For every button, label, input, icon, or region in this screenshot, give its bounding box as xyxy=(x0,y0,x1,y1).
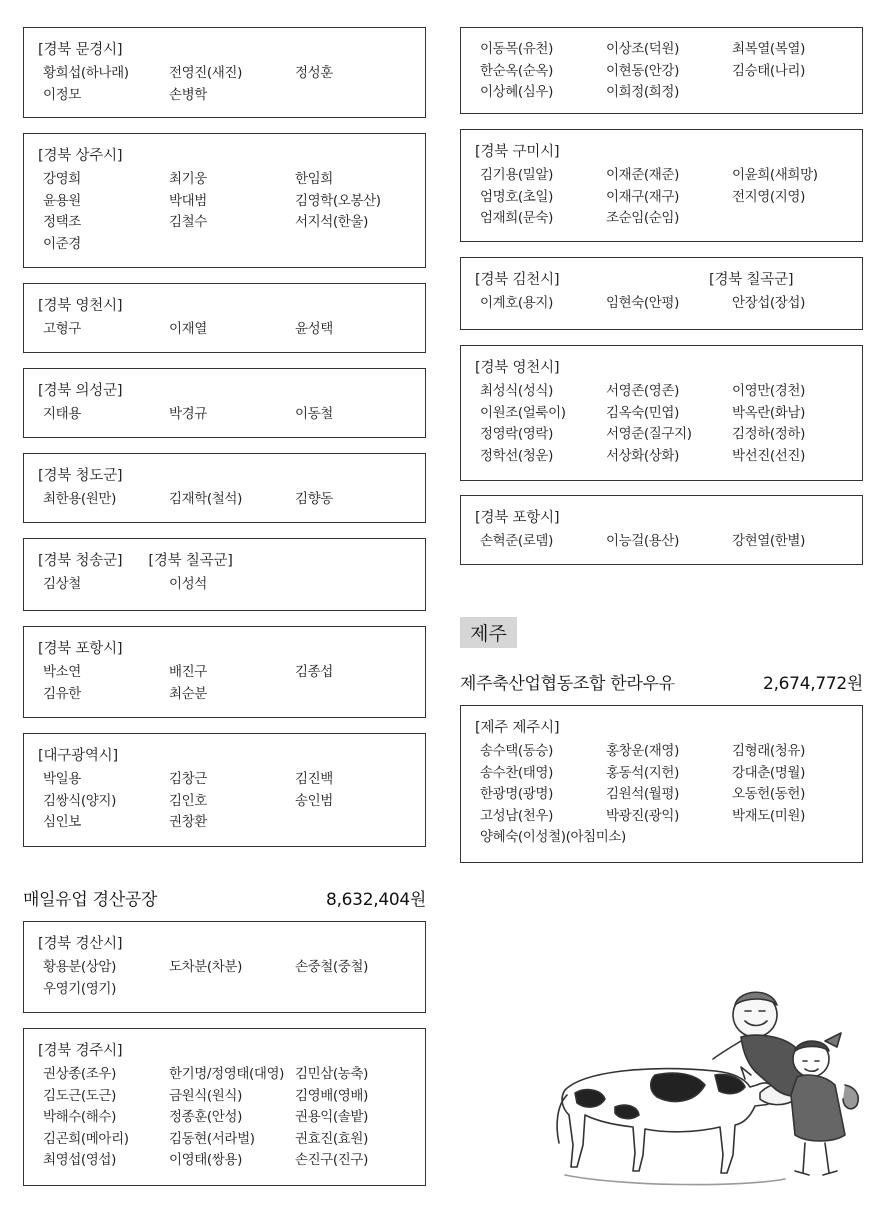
donor-person-name: 정성훈 xyxy=(295,65,333,81)
donor-person-name: 박대범 xyxy=(169,192,207,209)
donor-person-name: 전영진(새진) xyxy=(169,65,242,81)
donor-person-name: 우영기(영기) xyxy=(43,980,116,997)
region-label: [경북 문경시] xyxy=(38,42,123,58)
donor-person-name: 임현숙(안평) xyxy=(606,295,679,311)
donor-person-name: 최기웅 xyxy=(169,171,207,187)
region-box-daegu xyxy=(23,733,426,847)
donor-person-name: 황희섭(하나래) xyxy=(43,65,129,81)
donor-person-name: 최순분 xyxy=(169,685,207,702)
region-title-row xyxy=(38,294,411,316)
donor-person-name: 김곤희(메아리) xyxy=(43,1130,129,1147)
name-list xyxy=(480,381,848,467)
name-list xyxy=(43,662,411,705)
region-title-row xyxy=(475,506,848,528)
donor-header-jeju xyxy=(460,668,863,694)
donor-person-name: 김영배(영배) xyxy=(295,1087,368,1104)
donor-person-name: 박선진(선진) xyxy=(732,447,805,464)
donor-person-name: 황용분(상암) xyxy=(43,959,116,975)
donor-person-name: 김동현(서라벌) xyxy=(169,1130,255,1147)
section-badge-jeju: 제주 xyxy=(460,617,517,648)
donor-person-name: 김창근 xyxy=(169,771,207,787)
donor-person-name: 서영존(영존) xyxy=(606,383,679,399)
donor-person-name: 권효진(효원) xyxy=(295,1130,368,1147)
donor-person-name: 최복열(복열) xyxy=(732,41,805,57)
region-box-uiseong xyxy=(23,368,426,438)
region-label: [경북 의성군] xyxy=(38,383,123,399)
donor-person-name: 김영학(오봉산) xyxy=(295,192,381,209)
donor-person-name: 도차분(차분) xyxy=(169,959,242,975)
region-title-row xyxy=(38,144,411,166)
region-box-pohang xyxy=(23,626,426,718)
name-list xyxy=(480,741,848,849)
donor-person-name: 김상철 xyxy=(43,576,81,592)
region-box-jeju xyxy=(460,705,863,863)
region-box-yeongcheon-right xyxy=(460,345,863,481)
donor-person-name: 강영희 xyxy=(43,171,81,187)
donor-name: 제주축산업협동조합 한라우유 xyxy=(460,673,675,694)
region-title-row xyxy=(38,379,411,401)
name-list xyxy=(480,531,848,553)
region-title-row xyxy=(475,356,848,378)
donor-person-name: 김철수 xyxy=(169,214,207,231)
region-label: [경북 포항시] xyxy=(475,510,560,526)
region-box-gimcheon-chilgok xyxy=(460,257,863,330)
donor-person-name: 송수택(동승) xyxy=(480,743,553,759)
region-title-row xyxy=(38,38,411,60)
donor-person-name: 정영락(영락) xyxy=(480,426,553,443)
donor-person-name: 심인보 xyxy=(43,814,81,831)
donor-person-name: 금원식(원식) xyxy=(169,1087,242,1104)
region-box-gumi xyxy=(460,129,863,242)
region-box-gyeongju xyxy=(23,1028,426,1186)
region-title-row xyxy=(475,140,848,162)
donor-person-name: 김재학(철석) xyxy=(169,491,242,507)
donor-person-name: 오동헌(동헌) xyxy=(732,786,805,803)
donor-person-name: 서지석(한울) xyxy=(295,214,368,231)
donor-person-name: 조순임(순임) xyxy=(606,210,679,227)
donor-person-name: 이영만(경천) xyxy=(732,383,805,399)
name-list xyxy=(43,957,411,1000)
region-label: [제주 제주시] xyxy=(475,720,560,736)
donor-person-name: 홍동석(지헌) xyxy=(606,764,679,781)
donor-person-name: 김원석(월평) xyxy=(606,786,679,803)
donor-person-name: 송수찬(태영) xyxy=(480,764,553,781)
name-list xyxy=(480,293,848,315)
donor-person-name: 한기명/정영태(대영) xyxy=(169,1066,285,1082)
donor-person-name: 박일용 xyxy=(43,771,81,787)
donor-person-name: 김기용(밀알) xyxy=(480,167,553,183)
region-label: [경북 청도군] xyxy=(38,468,123,484)
calf-feeding-illustration xyxy=(545,975,880,1190)
name-list xyxy=(43,1064,411,1172)
name-list xyxy=(43,169,411,255)
donor-person-name: 박소연 xyxy=(43,664,81,680)
donor-person-name: 정종훈(안성) xyxy=(169,1109,242,1126)
region-title-row xyxy=(475,268,848,290)
donor-person-name: 고형구 xyxy=(43,321,81,337)
donor-person-name: 정학선(청운) xyxy=(480,447,553,464)
region-label: [경북 구미시] xyxy=(475,144,560,160)
donor-person-name: 양혜숙(이성철)(아침미소) xyxy=(480,829,626,846)
donor-person-name: 정택조 xyxy=(43,214,81,231)
name-list xyxy=(43,404,411,426)
donor-person-name: 송인범 xyxy=(295,792,333,809)
donor-person-name: 이능걸(용산) xyxy=(606,533,679,549)
donor-person-name: 박해수(해수) xyxy=(43,1109,116,1126)
donor-person-name: 한광명(광명) xyxy=(480,786,553,803)
region-label: [경북 김천시] xyxy=(475,272,560,288)
donor-person-name: 김유한 xyxy=(43,685,81,702)
donor-person-name: 김도근(도근) xyxy=(43,1087,116,1104)
region-label: [경북 칠곡군] xyxy=(148,553,233,569)
donor-person-name: 손병학 xyxy=(169,86,207,103)
region-title-row xyxy=(38,637,411,659)
region-title-row xyxy=(475,716,848,738)
donor-person-name: 박광진(광익) xyxy=(606,807,679,824)
donor-person-name: 손진구(진구) xyxy=(295,1152,368,1169)
donor-person-name: 김승태(나리) xyxy=(732,62,805,79)
donor-person-name: 지태용 xyxy=(43,406,81,422)
name-list xyxy=(480,39,848,104)
donor-person-name: 손혁준(로뎀) xyxy=(480,533,553,549)
donor-person-name: 권용익(솔밭) xyxy=(295,1109,368,1126)
region-label: [경북 상주시] xyxy=(38,148,123,164)
region-box-cheongdo xyxy=(23,453,426,523)
donor-person-name: 홍창운(재영) xyxy=(606,743,679,759)
donor-person-name: 윤용원 xyxy=(43,192,81,209)
donor-person-name: 김인호 xyxy=(169,792,207,809)
region-title-row xyxy=(38,744,411,766)
name-list xyxy=(43,489,411,511)
donor-person-name: 윤성택 xyxy=(295,321,333,337)
donor-amount: 2,674,772원 xyxy=(763,673,863,694)
region-box-mungyeong xyxy=(23,27,426,118)
donor-person-name: 손중철(중철) xyxy=(295,959,368,975)
region-label: [대구광역시] xyxy=(38,748,118,764)
donor-person-name: 이준경 xyxy=(43,235,81,252)
donor-person-name: 서상화(상화) xyxy=(606,447,679,464)
name-list xyxy=(43,769,411,834)
donor-person-name: 김형래(청유) xyxy=(732,743,805,759)
donor-person-name: 안장섭(장섭) xyxy=(732,295,805,311)
region-box-continued xyxy=(460,27,863,114)
donor-person-name: 한순옥(순옥) xyxy=(480,62,553,79)
donor-person-name: 최성식(성식) xyxy=(480,383,553,399)
donor-person-name: 이상조(덕원) xyxy=(606,41,679,57)
donor-person-name: 김정하(정하) xyxy=(732,426,805,443)
donor-person-name: 김진백 xyxy=(295,771,333,787)
region-box-pohang-right xyxy=(460,495,863,565)
donor-person-name: 서영준(질구지) xyxy=(606,426,692,443)
region-label: [경북 경주시] xyxy=(38,1043,123,1059)
donor-person-name: 최한용(원만) xyxy=(43,491,116,507)
region-label: [경북 영천시] xyxy=(38,298,123,314)
donor-person-name: 강현열(한별) xyxy=(732,533,805,549)
donor-person-name: 이성석 xyxy=(169,576,207,592)
donor-person-name: 엄재희(문숙) xyxy=(480,210,553,227)
name-list xyxy=(43,319,411,341)
donor-person-name: 이희정(희정) xyxy=(606,84,679,101)
donor-person-name: 이계호(용지) xyxy=(480,295,553,311)
donor-person-name: 김쌍식(양지) xyxy=(43,792,116,809)
donor-name: 매일유업 경산공장 xyxy=(23,889,158,910)
donor-person-name: 한임희 xyxy=(295,171,333,187)
donor-person-name: 전지영(지영) xyxy=(732,188,805,205)
donor-header-maeil xyxy=(23,884,426,910)
region-label: [경북 청송군] xyxy=(38,553,123,569)
donor-person-name: 박옥란(화남) xyxy=(732,404,805,421)
donor-person-name: 이정모 xyxy=(43,86,81,103)
donor-person-name: 김민삼(농축) xyxy=(295,1066,368,1082)
region-label: [경북 영천시] xyxy=(475,360,560,376)
donor-person-name: 권창환 xyxy=(169,814,207,831)
region-title-row xyxy=(38,1039,411,1061)
name-list xyxy=(480,165,848,230)
donor-person-name: 이재열 xyxy=(169,321,207,337)
donor-person-name: 김옥숙(민엽) xyxy=(606,404,679,421)
donor-person-name: 강대춘(명월) xyxy=(732,764,805,781)
donor-person-name: 이현동(안강) xyxy=(606,62,679,79)
donor-person-name: 이재구(재구) xyxy=(606,188,679,205)
region-title-row xyxy=(38,549,411,571)
name-list xyxy=(43,63,411,106)
region-title-row xyxy=(38,932,411,954)
donor-person-name: 이윤희(새희망) xyxy=(732,167,818,183)
region-box-yeongcheon xyxy=(23,283,426,353)
name-list xyxy=(43,574,411,596)
region-label: [경북 포항시] xyxy=(38,641,123,657)
donor-person-name: 이동목(유천) xyxy=(480,41,553,57)
donor-person-name: 최영섭(영섭) xyxy=(43,1152,116,1169)
donor-person-name: 박경규 xyxy=(169,406,207,422)
donor-person-name: 김향동 xyxy=(295,491,333,507)
region-box-gyeongsan xyxy=(23,921,426,1013)
region-box-sangju xyxy=(23,133,426,268)
donor-person-name: 엄명호(초일) xyxy=(480,188,553,205)
donor-person-name: 이상혜(심우) xyxy=(480,84,553,101)
donor-person-name: 이영태(쌍용) xyxy=(169,1152,242,1169)
donor-amount: 8,632,404원 xyxy=(326,889,426,910)
donor-person-name: 이재준(재준) xyxy=(606,167,679,183)
donor-person-name: 고성남(천우) xyxy=(480,807,553,824)
region-label: [경북 칠곡군] xyxy=(709,272,794,288)
donor-person-name: 박재도(미원) xyxy=(732,807,805,824)
donor-person-name: 김종섭 xyxy=(295,664,333,680)
donor-person-name: 이동철 xyxy=(295,406,333,422)
donor-person-name: 배진구 xyxy=(169,664,207,680)
region-box-cheongsong-chilgok xyxy=(23,538,426,611)
donor-person-name: 권상종(조우) xyxy=(43,1066,116,1082)
region-title-row xyxy=(38,464,411,486)
region-label: [경북 경산시] xyxy=(38,936,123,952)
donor-person-name: 이원조(얼룩이) xyxy=(480,404,566,421)
